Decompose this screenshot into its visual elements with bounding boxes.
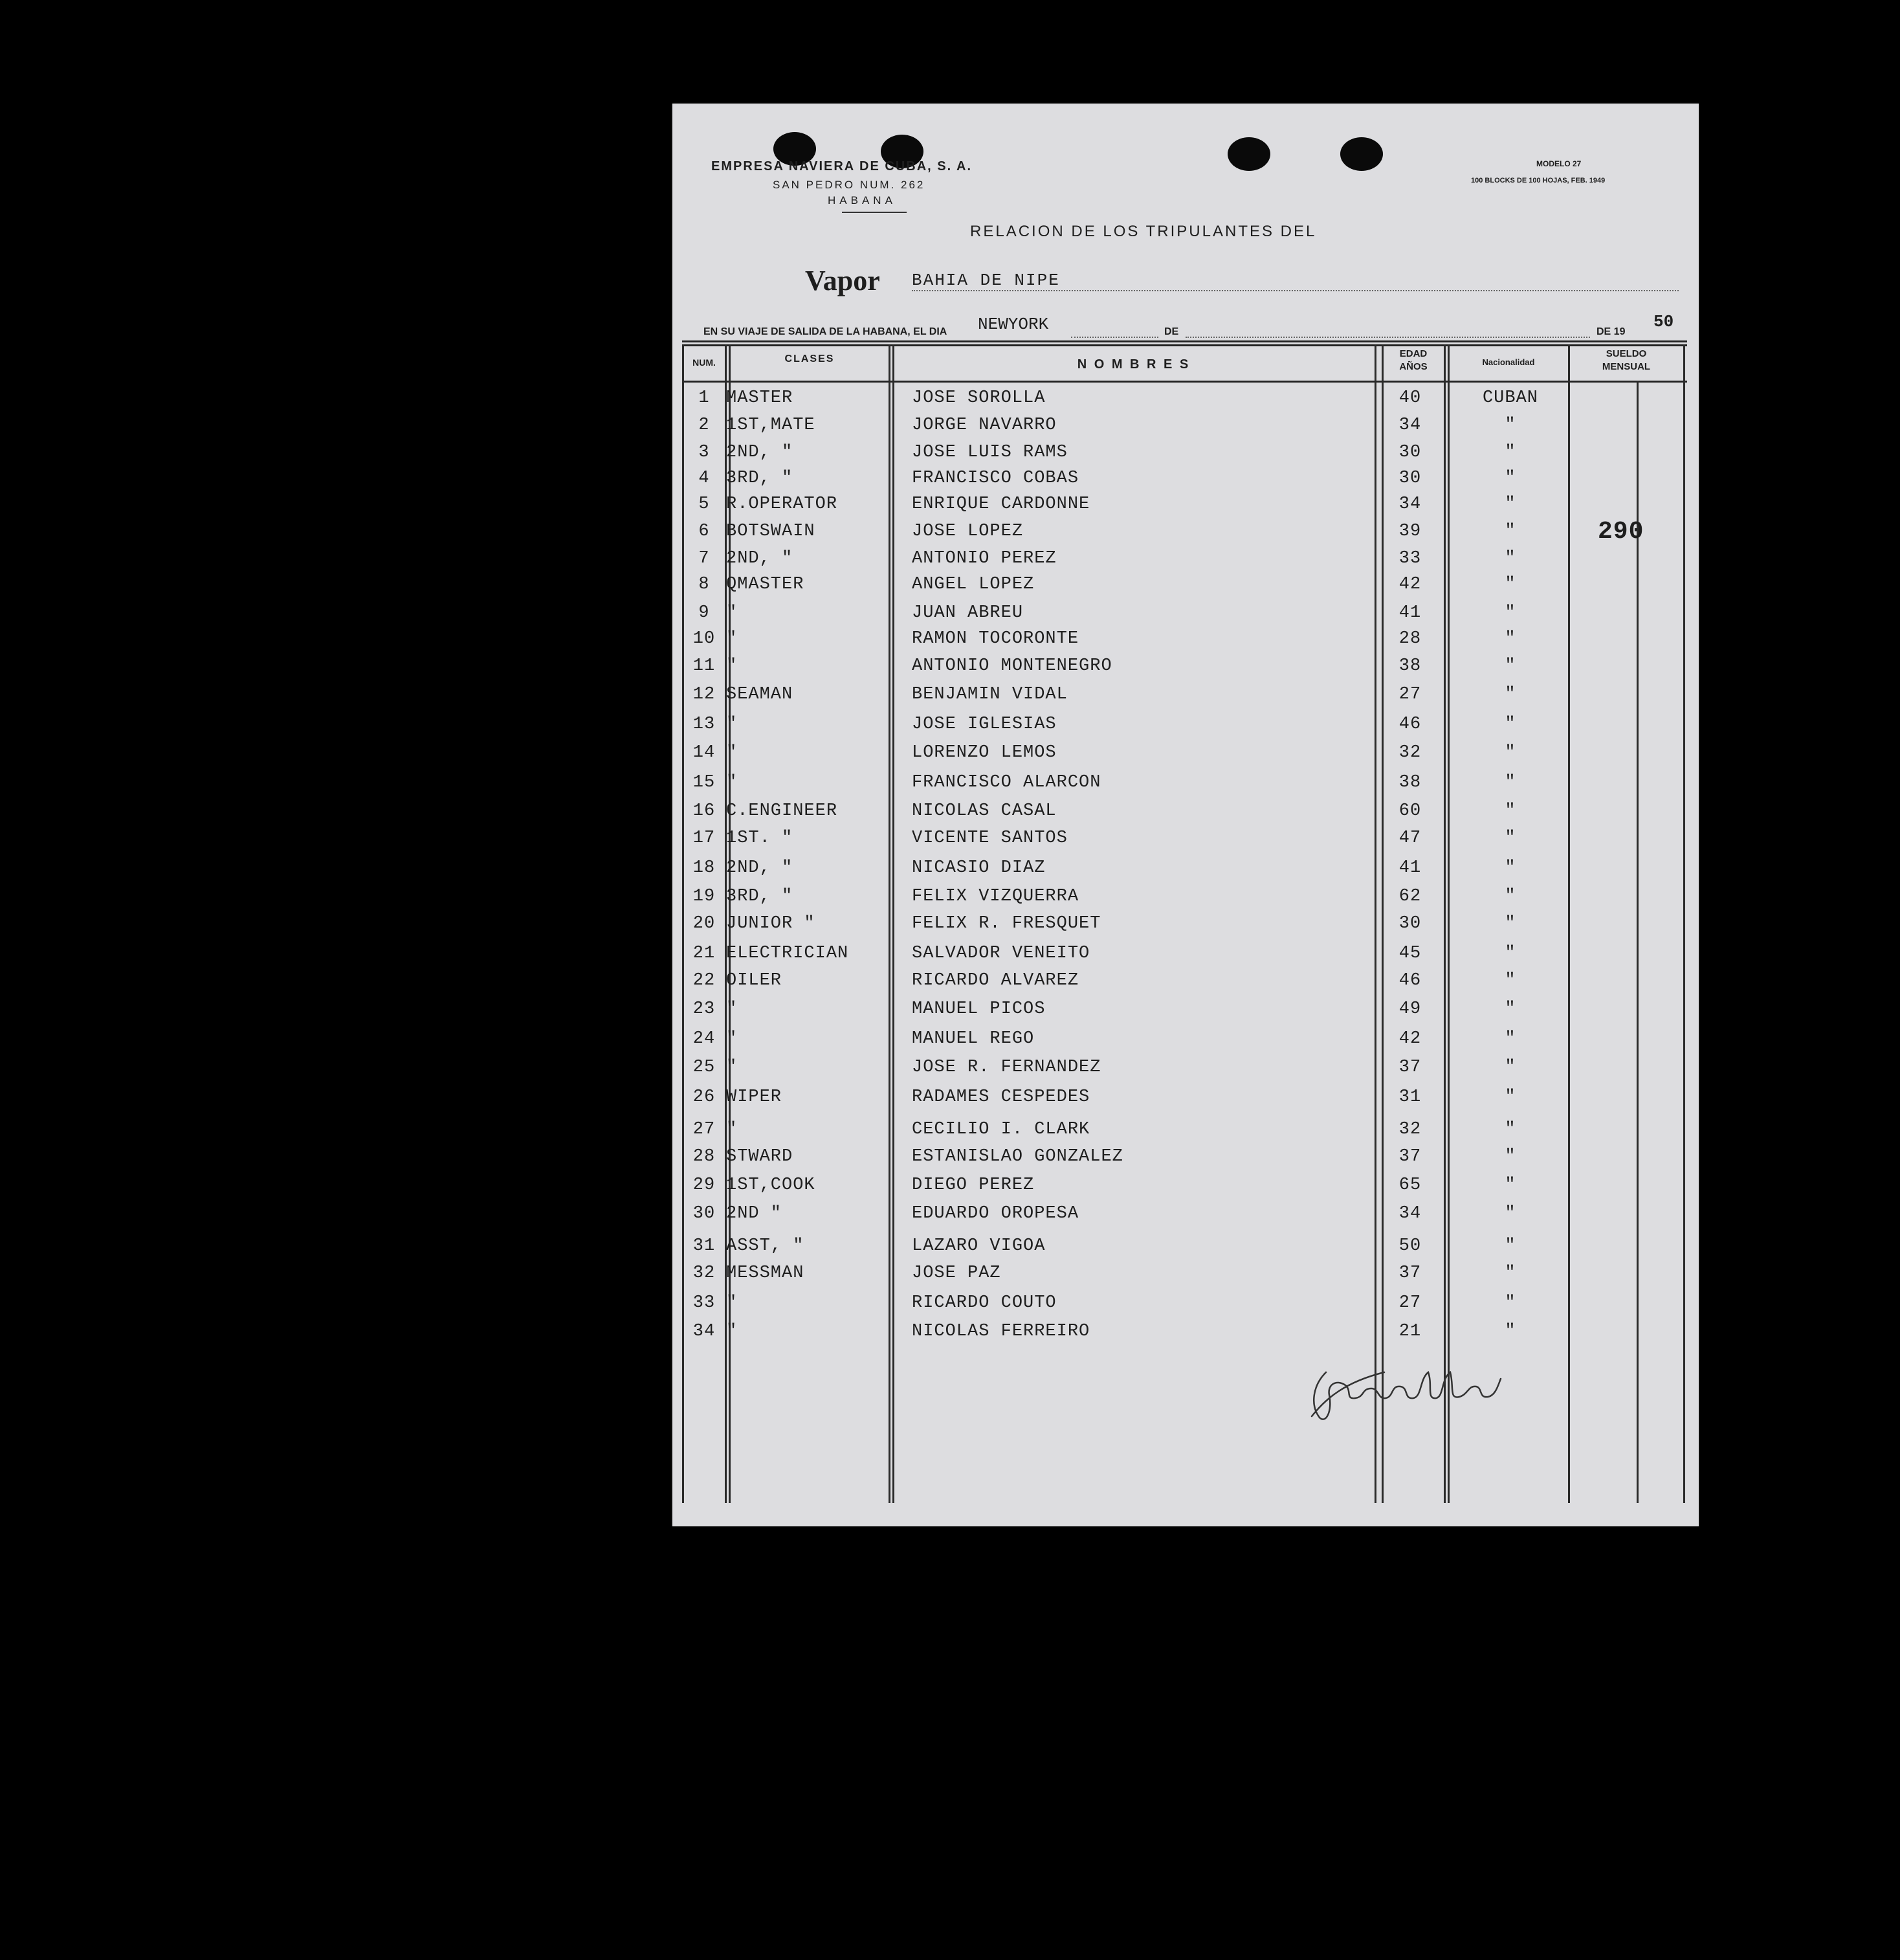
row-clase: 2ND, " [726,858,793,878]
row-edad: 37 [1398,1058,1422,1077]
voyage-de-label: DE [1164,326,1179,337]
row-clase: SEAMAN [726,685,793,704]
row-clase: 2ND " [726,1204,782,1223]
row-nombre: FRANCISCO COBAS [912,469,1079,488]
punch-hole [1228,137,1270,171]
row-clase: " [726,1293,738,1313]
table-row [672,1322,1699,1349]
row-clase: " [726,773,738,792]
punch-hole [1340,137,1383,171]
table-top-rule [682,340,1687,342]
row-nombre: ANTONIO MONTENEGRO [912,656,1112,676]
row-clase: " [726,1058,738,1077]
row-number: 13 [692,715,716,734]
row-clase: R.OPERATOR [726,495,838,514]
row-nacionalidad: " [1505,1147,1516,1166]
table-row [672,603,1699,630]
row-edad: 46 [1398,971,1422,990]
row-clase: " [726,603,738,623]
row-clase: " [726,999,738,1019]
row-edad: 34 [1398,416,1422,435]
row-nacionalidad: " [1505,603,1516,623]
table-row [672,1264,1699,1291]
row-edad: 60 [1398,801,1422,821]
table-row [672,1236,1699,1264]
row-number: 23 [692,999,716,1019]
column-header-nacionalidad: Nacionalidad [1482,357,1535,367]
row-nacionalidad: " [1505,801,1516,821]
voyage-month-dots [1186,337,1590,338]
row-edad: 28 [1398,629,1422,649]
row-nombre: MANUEL REGO [912,1029,1035,1049]
company-address: SAN PEDRO NUM. 262 [773,179,925,191]
row-nacionalidad: " [1505,1264,1516,1283]
row-nacionalidad: " [1505,495,1516,514]
row-clase: MASTER [726,388,793,408]
table-row [672,1058,1699,1085]
row-nombre: RAMON TOCORONTE [912,629,1079,649]
row-edad: 32 [1398,1120,1422,1139]
row-nacionalidad: " [1505,1058,1516,1077]
row-nombre: EDUARDO OROPESA [912,1204,1079,1223]
row-nombre: DIEGO PEREZ [912,1175,1035,1195]
row-nacionalidad: " [1505,1236,1516,1256]
row-number: 22 [692,971,716,990]
table-row [672,829,1699,856]
row-clase: WIPER [726,1087,782,1107]
row-number: 18 [692,858,716,878]
row-edad: 33 [1398,549,1422,568]
row-nombre: JOSE R. FERNANDEZ [912,1058,1101,1077]
row-edad: 31 [1398,1087,1422,1107]
company-city: HABANA [828,194,896,206]
row-edad: 32 [1398,743,1422,763]
row-clase: C.ENGINEER [726,801,838,821]
row-clase: 3RD, " [726,887,793,906]
row-number: 16 [692,801,716,821]
row-nombre: JOSE SOROLLA [912,388,1046,408]
row-nacionalidad: " [1505,522,1516,541]
row-nombre: BENJAMIN VIDAL [912,685,1068,704]
row-nombre: SALVADOR VENEITO [912,944,1090,963]
row-nacionalidad: " [1505,858,1516,878]
row-nacionalidad: " [1505,999,1516,1019]
row-clase: 1ST,COOK [726,1175,815,1195]
row-edad: 21 [1398,1322,1422,1341]
row-number: 21 [692,944,716,963]
row-number: 1 [698,388,710,408]
row-edad: 49 [1398,999,1422,1019]
row-nacionalidad: " [1505,656,1516,676]
table-row [672,443,1699,470]
row-nombre: RADAMES CESPEDES [912,1087,1090,1107]
voyage-text: EN SU VIAJE DE SALIDA DE LA HABANA, EL DIA [703,326,947,337]
row-edad: 39 [1398,522,1422,541]
row-nacionalidad: " [1505,443,1516,462]
table-row [672,914,1699,941]
row-nacionalidad: " [1505,469,1516,488]
row-number: 26 [692,1087,716,1107]
row-sueldo: 290 [1598,518,1644,546]
row-number: 9 [698,603,710,623]
table-row [672,518,1699,549]
table-row [672,1147,1699,1174]
row-nombre: FELIX R. FRESQUET [912,914,1101,933]
table-row [672,1293,1699,1320]
row-edad: 38 [1398,773,1422,792]
row-edad: 42 [1398,1029,1422,1049]
row-clase: MESSMAN [726,1264,804,1283]
voyage-year-label: DE 19 [1596,326,1626,337]
row-clase: " [726,715,738,734]
row-nacionalidad: " [1505,1204,1516,1223]
row-number: 19 [692,887,716,906]
row-edad: 30 [1398,914,1422,933]
row-nombre: JOSE IGLESIAS [912,715,1057,734]
row-nombre: RICARDO ALVAREZ [912,971,1079,990]
row-number: 10 [692,629,716,649]
row-number: 32 [692,1264,716,1283]
row-nombre: CECILIO I. CLARK [912,1120,1090,1139]
table-row [672,416,1699,443]
row-number: 8 [698,575,710,594]
row-nombre: ESTANISLAO GONZALEZ [912,1147,1123,1166]
row-nombre: JORGE NAVARRO [912,416,1057,435]
column-header-num: NUM. [692,357,716,368]
vessel-label: Vapor [805,265,880,296]
row-nombre: ANGEL LOPEZ [912,575,1035,594]
table-row [672,575,1699,602]
row-number: 20 [692,914,716,933]
row-number: 6 [698,522,710,541]
row-number: 15 [692,773,716,792]
row-nacionalidad: " [1505,971,1516,990]
row-clase: " [726,656,738,676]
row-clase: ASST, " [726,1236,804,1256]
row-number: 24 [692,1029,716,1049]
row-clase: 1ST. " [726,829,793,848]
row-edad: 30 [1398,469,1422,488]
table-row [672,743,1699,770]
row-number: 7 [698,549,710,568]
column-header-clases: CLASES [784,353,835,364]
row-clase: 2ND, " [726,549,793,568]
row-nombre: ENRIQUE CARDONNE [912,495,1090,514]
row-nombre: VICENTE SANTOS [912,829,1068,848]
row-clase: " [726,743,738,763]
table-row [672,495,1699,522]
row-nacionalidad: " [1505,1293,1516,1313]
row-nacionalidad: " [1505,773,1516,792]
table-row [672,801,1699,829]
row-edad: 34 [1398,1204,1422,1223]
row-nacionalidad: " [1505,685,1516,704]
row-edad: 65 [1398,1175,1422,1195]
vessel-dotted-line [912,290,1679,291]
row-nacionalidad: " [1505,575,1516,594]
row-clase: QMASTER [726,575,804,594]
row-clase: STWARD [726,1147,793,1166]
table-row [672,1029,1699,1056]
row-number: 25 [692,1058,716,1077]
row-clase: " [726,1029,738,1049]
row-number: 11 [692,656,716,676]
row-nacionalidad: " [1505,629,1516,649]
row-number: 31 [692,1236,716,1256]
row-nombre: JOSE PAZ [912,1264,1001,1283]
row-nombre: JUAN ABREU [912,603,1024,623]
table-row [672,629,1699,656]
row-edad: 46 [1398,715,1422,734]
row-clase: " [726,1120,738,1139]
row-clase: " [726,629,738,649]
table-row [672,469,1699,496]
row-edad: 47 [1398,829,1422,848]
row-edad: 41 [1398,603,1422,623]
voyage-day-dots [1071,337,1158,338]
row-edad: 45 [1398,944,1422,963]
row-nombre: NICOLAS CASAL [912,801,1057,821]
row-nombre: NICOLAS FERREIRO [912,1322,1090,1341]
row-edad: 27 [1398,685,1422,704]
row-nombre: JOSE LOPEZ [912,522,1024,541]
row-nacionalidad: " [1505,829,1516,848]
row-edad: 37 [1398,1264,1422,1283]
table-row [672,715,1699,742]
row-nombre: LAZARO VIGOA [912,1236,1046,1256]
column-header-sueldo: SUELDO [1606,348,1647,359]
table-row [672,999,1699,1027]
row-clase: " [726,1322,738,1341]
row-edad: 30 [1398,443,1422,462]
table-row [672,971,1699,998]
row-nacionalidad: CUBAN [1482,388,1538,408]
crew-list-document [672,104,1699,1526]
row-nombre: JOSE LUIS RAMS [912,443,1068,462]
captain-signature [1307,1359,1527,1437]
row-number: 3 [698,443,710,462]
column-header-nombres: N O M B R E S [1077,357,1191,372]
header-bottom-rule [682,381,1687,383]
table-row [672,773,1699,800]
row-nacionalidad: " [1505,1120,1516,1139]
company-name: EMPRESA NAVIERA DE CUBA, S. A. [711,159,972,173]
row-nacionalidad: " [1505,416,1516,435]
row-edad: 37 [1398,1147,1422,1166]
table-row [672,858,1699,885]
row-edad: 38 [1398,656,1422,676]
row-nacionalidad: " [1505,944,1516,963]
row-nacionalidad: " [1505,1322,1516,1341]
row-clase: JUNIOR " [726,914,815,933]
table-top-rule-2 [682,344,1687,346]
row-edad: 40 [1398,388,1422,408]
voyage-destination: NEWYORK [978,315,1049,334]
vessel-name: BAHIA DE NIPE [912,271,1060,290]
table-row [672,1175,1699,1203]
row-nacionalidad: " [1505,914,1516,933]
table-row [672,1087,1699,1115]
form-model: MODELO 27 [1536,159,1582,168]
row-number: 12 [692,685,716,704]
row-nacionalidad: " [1505,715,1516,734]
row-number: 33 [692,1293,716,1313]
row-nacionalidad: " [1505,887,1516,906]
column-header-edad: EDAD [1399,348,1428,359]
row-nombre: FRANCISCO ALARCON [912,773,1101,792]
row-nacionalidad: " [1505,1175,1516,1195]
row-number: 29 [692,1175,716,1195]
row-edad: 41 [1398,858,1422,878]
row-nacionalidad: " [1505,1029,1516,1049]
document-title: RELACION DE LOS TRIPULANTES DEL [970,223,1317,240]
table-row [672,887,1699,914]
table-row [672,549,1699,576]
row-clase: OILER [726,971,782,990]
row-number: 17 [692,829,716,848]
table-row [672,1120,1699,1147]
table-row [672,685,1699,712]
table-row [672,1204,1699,1231]
row-number: 2 [698,416,710,435]
row-nacionalidad: " [1505,1087,1516,1107]
row-nacionalidad: " [1505,743,1516,763]
voyage-year: 50 [1653,312,1674,331]
row-number: 27 [692,1120,716,1139]
row-clase: 1ST,MATE [726,416,815,435]
table-row [672,944,1699,971]
row-clase: BOTSWAIN [726,522,815,541]
row-number: 4 [698,469,710,488]
row-number: 30 [692,1204,716,1223]
row-edad: 50 [1398,1236,1422,1256]
row-number: 34 [692,1322,716,1341]
row-nombre: MANUEL PICOS [912,999,1046,1019]
row-nombre: NICASIO DIAZ [912,858,1046,878]
row-number: 14 [692,743,716,763]
row-nacionalidad: " [1505,549,1516,568]
row-edad: 62 [1398,887,1422,906]
form-print-info: 100 BLOCKS DE 100 HOJAS, FEB. 1949 [1471,177,1606,184]
column-header-mensual: MENSUAL [1602,361,1651,372]
row-nombre: RICARDO COUTO [912,1293,1057,1313]
column-header-anos: AÑOS [1399,361,1428,372]
table-row [672,656,1699,684]
row-clase: 3RD, " [726,469,793,488]
row-nombre: FELIX VIZQUERRA [912,887,1079,906]
table-row [672,388,1699,416]
row-clase: ELECTRICIAN [726,944,849,963]
letterhead-rule [842,212,907,213]
row-number: 28 [692,1147,716,1166]
row-edad: 27 [1398,1293,1422,1313]
row-clase: 2ND, " [726,443,793,462]
row-edad: 34 [1398,495,1422,514]
row-nombre: LORENZO LEMOS [912,743,1057,763]
row-edad: 42 [1398,575,1422,594]
row-nombre: ANTONIO PEREZ [912,549,1057,568]
row-number: 5 [698,495,710,514]
